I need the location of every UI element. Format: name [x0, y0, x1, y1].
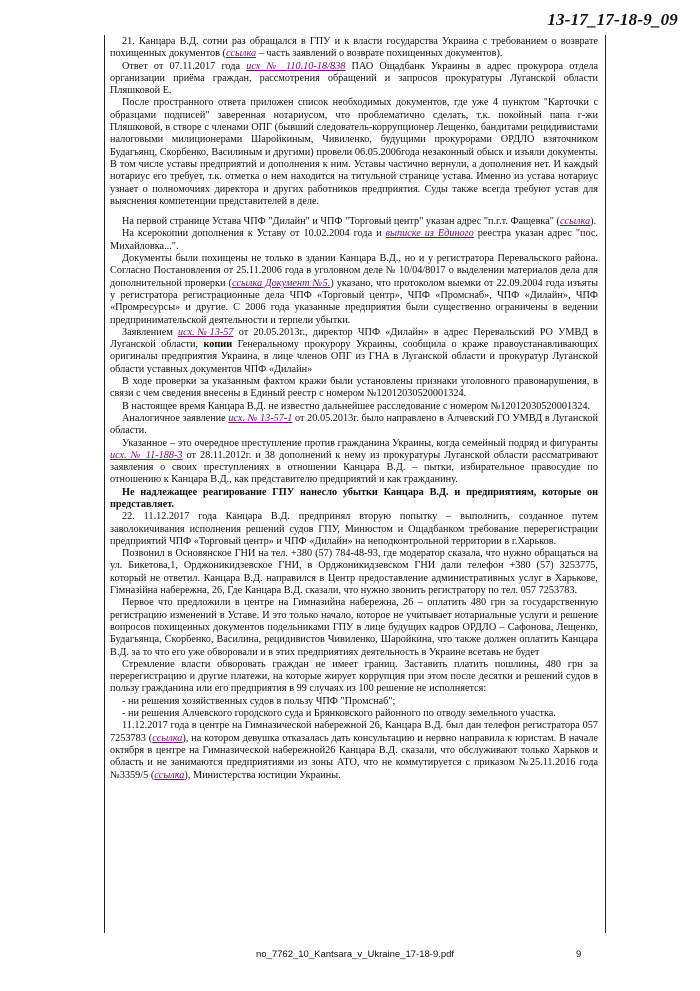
paragraph-text: На первой странице Устава ЧПФ "Дилайн" и ЧПФ "Торговый центр" указан адрес "п.г.т. Фащевка" ( — [122, 216, 560, 228]
document-link[interactable]: ссылка — [154, 769, 185, 781]
paragraph-text: На ксерокопии дополнения к Уставу от 10.02.2004 года и — [122, 228, 386, 240]
footer-page-number: 9 — [576, 949, 582, 960]
paragraph — [110, 97, 598, 208]
paragraph — [110, 401, 598, 413]
paragraph-text: В настоящее время Канцара В.Д. не известно дальнейшее расследование с номером №12012030520001324. — [122, 400, 591, 412]
paragraph-text: ), Министерства юстиции Украины. — [184, 769, 341, 781]
paragraph-text: Документы были похищены не только в здании Канцара В.Д., но и у регистратора Перевальского района. Согласно Постановления от 25.11.2006 года в уголовном деле № 10/04/8017 о выделении материалов дела для дополнительной проверки ( — [110, 253, 598, 289]
document-link[interactable]: исх. № 13-57-1 — [228, 412, 293, 424]
document-link[interactable]: исх.№13-57 — [177, 326, 234, 338]
paragraph — [110, 438, 598, 487]
document-link[interactable]: выписке из Единого — [385, 228, 474, 240]
paragraph-text: Стремление власти обворовать граждан не имеет границ. Заставить платить пошлины, 480 грн за перерегистрацию и другие платежи, на которые жирует коррупция при этом после десятки и решений судов в пользу гражданина или его предприятия в 99 случаях из 100 решение не исполняется: — [110, 658, 598, 695]
document-link[interactable]: ссылка Документ №5. — [231, 277, 331, 289]
paragraph-text: Позвонил в Основянское ГНИ на тел. +380 (57) 784-48-93, где модератор сказала, что нужно обращаться на ул. Бикетова,1, Орджоникидзевское ГНИ, в Орджоникидзевском ГНИ дали телефон +380 (57) 3253775, который не ответил. Канцара В.Д. направился в Центр предоставление административных услуг в Харькове, Гімназійна набережна, 26, Где Канцара В.Д. сказали, что нужно звонить регистратору по тел. 057 7253783. — [110, 548, 598, 597]
paragraph-text: от 20.05.2013г., директор ЧПФ «Дилайн» в адрес Перевальский РО УМВД в Луганской области, — [110, 326, 599, 351]
paragraph — [110, 376, 598, 401]
paragraph-text: После пространного ответа приложен список необходимых документов, где уже 4 пунктом "Карточки с образцами подписей" заверенная нотариусом, что проблематично сделать, т.к. покойный папа г-жи Пляшковой, в створе с членами ОПГ (бывший следователь-коррупционер Лещенко, бандитами рецидивистами налоговыми милиционерами Шаройкиным, Чивиленко, будущими прокурорами ОРДЛО взяточником Будагьянц, Скорбенко, Василиным и другими) провели 06.05.2006года незаконный обыск и изъяли документы. В том числе уставы предприятий и дополнения к ним. Уставы частично вернули, а дополнения нет. И каждый нотариус его требует, т.к. отметка о нем находится на титульной странице устава. Именно из устава нотариус узнает о полномочиях директора и других работников предприятия. Суды также всегда требуют устав для выяснения компетенции представителей в деле. — [110, 97, 598, 207]
paragraph-text: 21. Канцара В.Д. сотни раз обращался в ГПУ и к власти государства Украина с требованием о возврате похищенных документов ( — [110, 36, 598, 60]
document-link[interactable]: ссылка — [559, 216, 591, 228]
paragraph-text: реестра указан адрес "пос. Михайловка...". — [110, 228, 598, 252]
document-code: 13-17_17-18-9_09 — [547, 10, 678, 29]
paragraph — [110, 216, 598, 228]
paragraph-text: от 20.05.2013г. было направлено в Алчевский ГО УМВД в Луганской области. — [110, 412, 598, 437]
paragraph-text: Ответ от 07.11.2017 года — [122, 60, 247, 72]
paragraph-text: Первое что предложили в центре на Гимназийна набережна, 26 – оплатить 480 грн за государственную регистрацию изменений в Уставе. И это только начало, которое не учитывает нотариальные услуги и решение вопросов похищенных документов подельниками ГПУ в лице будущих кадров ОРДЛО – Сафонова, Лещенко, Будагьянца, Скорбенко, Василина, рецидивистов Чивиленко, Шаройкина, что также должен оплатить Канцара В.Д. за то что его уже обворовали и в этих предприятиях деятельность в Украине всетавь не будет — [110, 597, 598, 658]
paragraph — [110, 696, 598, 708]
paragraph-text: Генеральному прокурору Украины, сообщила о краже правоустанавливающих оригиналы предприятия Украина, в лице членов ОПГ из ГНА в Луганской области и прокуратур Луганской области уставных документов ЧПФ «Дилайн» — [110, 339, 598, 375]
paragraph — [110, 413, 598, 438]
document-link[interactable]: ссылка — [152, 732, 183, 744]
paragraph-text: 11.12.2017 года в центре на Гимназической набережной 26, Канцара В.Д. был дан телефон регистратора 057 7253783 ( — [110, 720, 598, 744]
paragraph-text: 22. 11.12.2017 года Канцара В.Д. предпринял вторую попытку – выполнить, созданное путем заволокичивания исполнения решений судов ГПУ, Минюстом и Ощадбанком требование перерегистрации предприятий ЧПФ «Торговый центр» и ЧПФ «Дилайн» на неподконтрольной территории в г.Харьков. — [110, 511, 598, 547]
paragraph-text: от 28.11.2012г. и 38 дополнений к нему из прокуратуры Луганской области рассматривают заявления о своих преступлениях в отношении Канцара В.Д. – пытки, избирательное правосудие по отношению к Канцара В.Д., как представителю предприятий и как гражданину. — [110, 449, 598, 486]
paragraph — [110, 487, 598, 512]
paragraph — [110, 548, 598, 597]
paragraph-text: - ни решения Алчевского городского суда и Брянковского районного по отводу земельного участка. — [122, 708, 556, 720]
paragraph-text: Заявлением — [122, 326, 178, 338]
paragraph-text: ). — [590, 216, 597, 228]
paragraph — [110, 511, 598, 548]
document-link[interactable]: ссылка — [225, 48, 257, 60]
paragraph — [110, 36, 598, 61]
paragraph — [110, 720, 598, 781]
paragraph-text: ) указано, что протоколом выемки от 22.09.2004 года изъяты у регистратора регистрационные дела ЧПФ «Торговый центр», ЧПФ «Промснаб», ЧПФ «Дилайн», ЧПФ «Промресурсы» и другие. С 2006 года указанные предприятия были существенно ограничены в ведении предпринимательской деятельности и терпели убытки. — [110, 277, 599, 326]
paragraph — [110, 659, 598, 696]
paragraph — [110, 228, 598, 253]
paragraph-text: ПАО Ощадбанк Украины в адрес прокурора отдела организации приёма граждан, рассмотрения обращений и запросов прокуратуры Луганской области Пляшковой Е. — [110, 60, 598, 97]
paragraph — [110, 597, 598, 658]
document-link[interactable]: исх. № 11-188-3 — [110, 449, 183, 461]
paragraph — [110, 253, 598, 327]
footer-file-name: no_7762_10_Kantsara_v_Ukraine_17-18-9.pdf — [256, 949, 455, 960]
document-link[interactable]: исх № 110.10-18/838 — [246, 60, 346, 72]
paragraph-text: Указанное – это очередное преступление против гражданина Украины, когда семейный подряд и фигуранты — [122, 437, 598, 449]
paragraph-text: – часть заявлений о возврате похищенных документов). — [256, 48, 503, 60]
bold-text: копии — [203, 339, 233, 351]
paragraph-text: В ходе проверки за указанным фактом кражи были установлены признаки уголовного правонарушения, в связи с чем сведения внесены в Единый реестр с номером №12012030520001324. — [110, 376, 598, 400]
paragraph-text: Аналогичное заявление — [122, 412, 229, 424]
document-body — [110, 36, 598, 782]
paragraph — [110, 708, 598, 720]
bold-text: Не надлежащее реагирование ГПУ нанесло убытки Канцара В.Д. и предприятиям, которые он представляет. — [110, 486, 598, 510]
paragraph — [110, 61, 598, 98]
paragraph-text: ), на котором девушка отказалась дать консультацию и нервно направила к юристам. В начале октября в центре на Гимназической набережной26 Канцара В.Д. сказали, что обслуживают только Харьков и область и не занимаются предприятиями из зоны АТО, что не коммутируется с приказом №25.11.2016 года №3359/5 ( — [110, 732, 598, 781]
paragraph-text: - ни решения хозяйственных судов в пользу ЧПФ "Промснаб"; — [122, 695, 396, 707]
paragraph — [110, 327, 598, 376]
